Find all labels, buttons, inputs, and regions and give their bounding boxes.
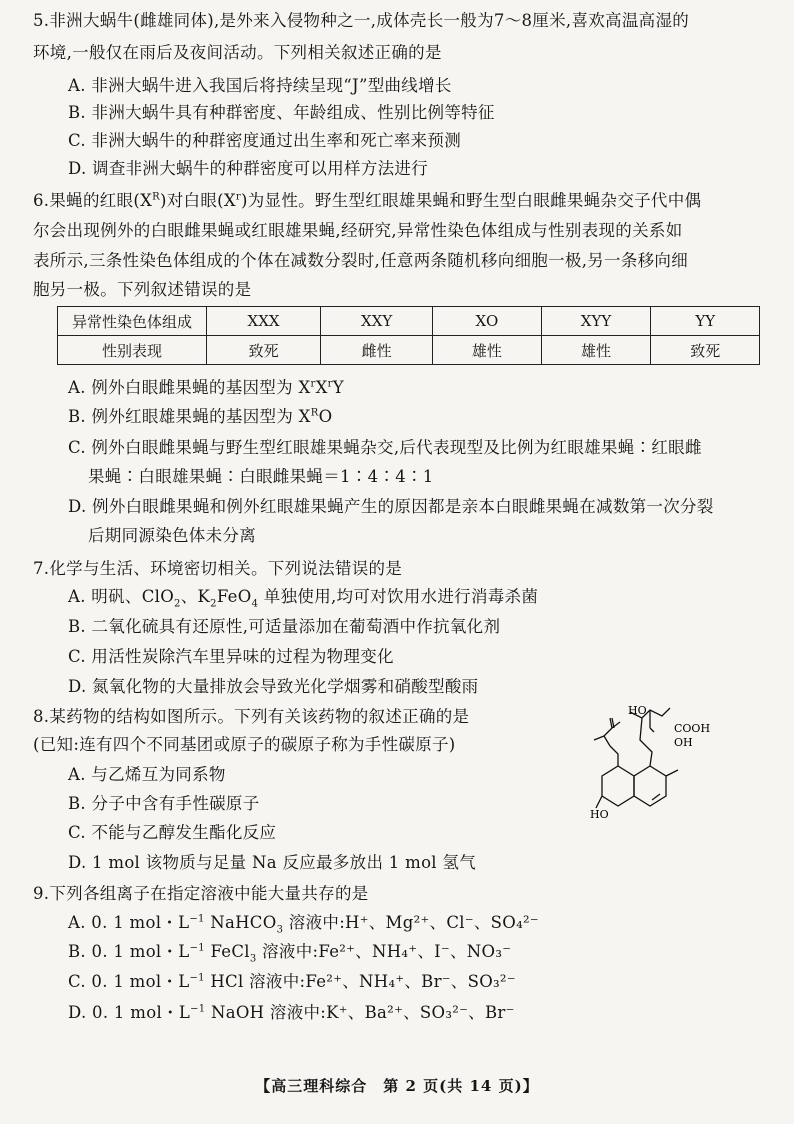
mol-label-oh: OH bbox=[674, 736, 693, 749]
q6-stem-line1 bbox=[33, 190, 701, 212]
q9-sup: −1 bbox=[189, 972, 205, 984]
q7-a-text: A. 明矾、ClO bbox=[68, 587, 175, 606]
q5-option-a: A. 非洲大蜗牛进入我国后将持续呈现“J”型曲线增长 bbox=[68, 76, 452, 95]
q9-option-b bbox=[68, 941, 511, 963]
q8-note: (已知:连有四个不同基团或原子的碳原子称为手性碳原子) bbox=[33, 735, 456, 754]
q7-option-c: C. 用活性炭除汽车里异味的过程为物理变化 bbox=[68, 647, 394, 666]
q7-a-text: 、K bbox=[180, 587, 211, 606]
q8-option-a: A. 与乙烯互为同系物 bbox=[68, 765, 226, 784]
q6-option-d-line1: D. 例外白眼雌果蝇和例外红眼雄果蝇产生的原因都是亲本白眼雌果蝇在减数第一次分裂 bbox=[68, 497, 714, 516]
q7-stem: 7.化学与生活、环境密切相关。下列说法错误的是 bbox=[33, 559, 403, 578]
page-footer: 【高三理科综合 第 2 页(共 14 页)】 bbox=[255, 1077, 539, 1095]
table-cell: YY bbox=[651, 307, 760, 336]
q6-option-d-line2: 后期同源染色体未分离 bbox=[88, 526, 256, 545]
q8-option-b: B. 分子中含有手性碳原子 bbox=[68, 794, 260, 813]
q6-option-a bbox=[68, 377, 344, 399]
q9-option-a bbox=[68, 912, 539, 934]
q6-sup: R bbox=[310, 407, 319, 419]
q8-option-c: C. 不能与乙醇发生酯化反应 bbox=[68, 823, 277, 842]
q9-d-text: 溶液中:K⁺、Ba²⁺、SO₃²⁻、Br⁻ bbox=[264, 1003, 515, 1022]
q6-stem-text: 6.果蝇的红眼(X bbox=[33, 191, 153, 210]
table-cell: 雌性 bbox=[321, 336, 433, 365]
q9-a-text: 溶液中:H⁺、Mg²⁺、Cl⁻、SO₄²⁻ bbox=[283, 913, 539, 932]
q9-c-text: C. 0. 1 mol・L bbox=[68, 972, 190, 991]
table-header-cell: 性别表现 bbox=[58, 336, 207, 365]
table-cell: 致死 bbox=[207, 336, 321, 365]
q9-a-text: NaHCO bbox=[204, 913, 277, 932]
q9-sup: −1 bbox=[189, 942, 205, 954]
table-header-cell: 异常性染色体组成 bbox=[58, 307, 207, 336]
mol-label-cooh: COOH bbox=[674, 722, 711, 735]
q6-a-text: A. 例外白眼雌果蝇的基因型为 X bbox=[68, 378, 311, 397]
table-cell: XXX bbox=[207, 307, 321, 336]
q9-b-text: 溶液中:Fe²⁺、NH₄⁺、I⁻、NO₃⁻ bbox=[256, 942, 512, 961]
q9-c-text: HCl bbox=[204, 972, 244, 991]
q7-option-a bbox=[68, 586, 538, 608]
table-cell: 雄性 bbox=[433, 336, 542, 365]
table-cell: XO bbox=[433, 307, 542, 336]
q7-sub: 2 bbox=[210, 598, 217, 610]
q5-option-c: C. 非洲大蜗牛的种群密度通过出生率和死亡率来预测 bbox=[68, 131, 462, 150]
mol-label-ho-top: HO bbox=[628, 704, 647, 717]
table-cell: 雄性 bbox=[541, 336, 651, 365]
q6-a-text: X bbox=[315, 378, 328, 397]
q9-sup: −1 bbox=[190, 1003, 206, 1015]
q9-b-text: B. 0. 1 mol・L bbox=[68, 942, 190, 961]
q9-a-text: A. 0. 1 mol・L bbox=[68, 913, 190, 932]
q8-stem: 8.某药物的结构如图所示。下列有关该药物的叙述正确的是 bbox=[33, 707, 470, 726]
q6-b-text: O bbox=[318, 407, 333, 426]
drug-structure-figure bbox=[590, 700, 730, 840]
sex-chromosome-table bbox=[57, 306, 760, 365]
q5-stem-line2: 环境,一般仅在雨后及夜间活动。下列相关叙述正确的是 bbox=[33, 43, 442, 62]
q6-sup: r bbox=[327, 378, 333, 390]
q9-c-text: 溶液中:Fe²⁺、NH₄⁺、Br⁻、SO₃²⁻ bbox=[243, 972, 516, 991]
q6-option-b bbox=[68, 406, 332, 428]
q5-option-b: B. 非洲大蜗牛具有种群密度、年龄组成、性别比例等特征 bbox=[68, 103, 495, 122]
table-cell: XXY bbox=[321, 307, 433, 336]
table-row bbox=[58, 307, 760, 336]
q6-sup: r bbox=[235, 191, 241, 203]
q9-sup: −1 bbox=[189, 913, 205, 925]
q9-sub: 3 bbox=[249, 953, 257, 965]
q9-d-text: NaOH bbox=[205, 1003, 265, 1022]
q7-sub: 4 bbox=[251, 598, 259, 610]
q7-a-text: 单独使用,均可对饮用水进行消毒杀菌 bbox=[258, 587, 539, 606]
q9-b-text: FeCl bbox=[204, 942, 250, 961]
table-cell: 致死 bbox=[651, 336, 760, 365]
table-row bbox=[58, 336, 760, 365]
q7-option-b: B. 二氧化硫具有还原性,可适量添加在葡萄酒中作抗氧化剂 bbox=[68, 617, 501, 636]
q9-sub: 3 bbox=[276, 924, 284, 936]
q6-a-text: Y bbox=[332, 378, 344, 397]
q6-stem-line2: 尔会出现例外的白眼雌果蝇或红眼雄果蝇,经研究,异常性染色体组成与性别表现的关系如 bbox=[33, 221, 683, 240]
q6-stem-line3: 表所示,三条性染色体组成的个体在减数分裂时,任意两条随机移向细胞一极,另一条移向细 bbox=[33, 251, 689, 270]
q9-option-c bbox=[68, 971, 516, 993]
mol-label-ho-bottom: HO bbox=[590, 808, 609, 821]
q9-d-text: D. 0. 1 mol・L bbox=[68, 1003, 191, 1022]
q6-sup: R bbox=[152, 191, 160, 203]
q7-option-d: D. 氮氧化物的大量排放会导致光化学烟雾和硝酸型酸雨 bbox=[68, 677, 479, 696]
q6-stem-text: )对白眼(X bbox=[159, 191, 236, 210]
q9-stem: 9.下列各组离子在指定溶液中能大量共存的是 bbox=[33, 884, 369, 903]
q6-sup: r bbox=[310, 378, 316, 390]
q5-option-d: D. 调查非洲大蜗牛的种群密度可以用样方法进行 bbox=[68, 159, 429, 178]
q9-option-d bbox=[68, 1002, 515, 1024]
q7-sub: 2 bbox=[174, 598, 181, 610]
table-cell: XYY bbox=[541, 307, 651, 336]
q6-stem-line4: 胞另一极。下列叙述错误的是 bbox=[33, 280, 252, 299]
q8-option-d: D. 1 mol 该物质与足量 Na 反应最多放出 1 mol 氢气 bbox=[68, 853, 477, 872]
q5-stem-line1: 5.非洲大蜗牛(雌雄同体),是外来入侵物种之一,成体壳长一般为7～8厘米,喜欢高温高湿的 bbox=[33, 11, 690, 30]
q6-option-c-line1: C. 例外白眼雌果蝇与野生型红眼雄果蝇杂交,后代表现型及比例为红眼雄果蝇∶红眼雌 bbox=[68, 438, 702, 457]
q6-option-c-line2: 果蝇∶白眼雄果蝇∶白眼雌果蝇＝1∶4∶4∶1 bbox=[88, 467, 434, 486]
q6-b-text: B. 例外红眼雄果蝇的基因型为 X bbox=[68, 407, 311, 426]
q7-a-text: FeO bbox=[216, 587, 252, 606]
q6-stem-text: )为显性。野生型红眼雄果蝇和野生型白眼雌果蝇杂交子代中偶 bbox=[241, 191, 702, 210]
